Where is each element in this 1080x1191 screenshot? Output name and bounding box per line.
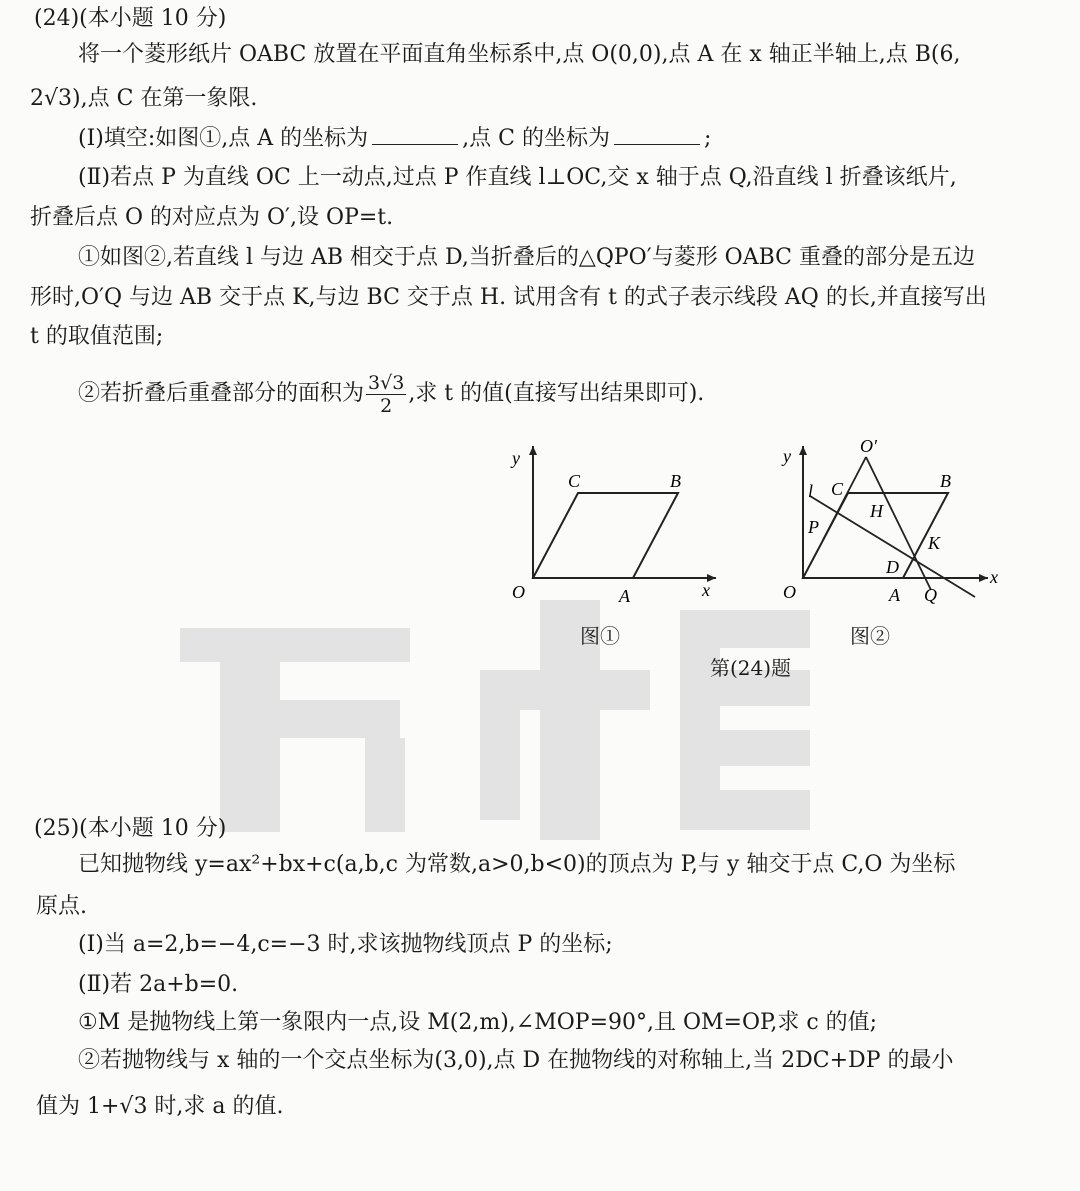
- fig1-label-B: B: [670, 471, 681, 491]
- fig2-label-P: P: [808, 517, 819, 537]
- q24-part2-line1: (Ⅱ)若点 P 为直线 OC 上一动点,过点 P 作直线 l⊥OC,交 x 轴于点 Q,沿直线 l 折叠该纸片,: [78, 165, 957, 190]
- q24-header: (24)(本小题 10 分): [34, 6, 227, 31]
- fig2-label-O: O: [783, 582, 796, 602]
- fig2-label-Q: Q: [924, 585, 937, 605]
- watermark-logo: [180, 600, 820, 840]
- fig2-label-y: y: [783, 446, 791, 466]
- q24-part1-text-c: ;: [703, 126, 712, 151]
- q24-sub2-text-b: ,求 t 的值(直接写出结果即可).: [408, 381, 705, 406]
- fraction-denominator: 2: [380, 394, 393, 417]
- q25-part1: (Ⅰ)当 a=2,b=−4,c=−3 时,求该抛物线顶点 P 的坐标;: [78, 932, 613, 957]
- answer-blank-a[interactable]: [372, 124, 458, 145]
- q25-header: (25)(本小题 10 分): [34, 816, 227, 841]
- fig2-label-A: A: [889, 585, 900, 605]
- fig2-label-H: H: [870, 501, 883, 521]
- q24-sub1-line3: t 的取值范围;: [30, 324, 164, 349]
- q25-sub1: ①M 是抛物线上第一象限内一点,设 M(2,m),∠MOP=90°,且 OM=OP,求 c 的值;: [78, 1010, 878, 1035]
- fig2-label-B: B: [940, 471, 951, 491]
- figure-2-diagram: [775, 433, 1005, 613]
- fig1-label-x: x: [702, 580, 710, 600]
- fig1-caption: 图①: [580, 624, 620, 648]
- fig2-label-K: K: [928, 533, 941, 553]
- fig2-label-C: C: [831, 479, 844, 499]
- q25-sub2-line1: ②若抛物线与 x 轴的一个交点坐标为(3,0),点 D 在抛物线的对称轴上,当 2DC+DP 的最小: [78, 1048, 954, 1073]
- q24-part1-text-b: ,点 C 的坐标为: [462, 126, 610, 151]
- q24-sub1-line2: 形时,O′Q 与边 AB 交于点 K,与边 BC 交于点 H. 试用含有 t 的式子表示线段 AQ 的长,并直接写出: [30, 285, 987, 310]
- q24-sub2: [78, 364, 704, 424]
- q24-line1: 将一个菱形纸片 OABC 放置在平面直角坐标系中,点 O(0,0),点 A 在 x 轴正半轴上,点 B(6,: [78, 42, 961, 67]
- q25-line2: 原点.: [36, 894, 87, 919]
- answer-blank-c[interactable]: [614, 124, 700, 145]
- q25-line1: 已知抛物线 y=ax²+bx+c(a,b,c 为常数,a>0,b<0)的顶点为 P,与 y 轴交于点 C,O 为坐标: [78, 852, 956, 877]
- fig2-label-l: l: [808, 481, 814, 501]
- q25-sub2-line2: 值为 1+√3 时,求 a 的值.: [36, 1094, 284, 1119]
- figure-1-diagram: [500, 440, 730, 610]
- fig1-label-A: A: [619, 586, 630, 606]
- q24-line2: 2√3),点 C 在第一象限.: [30, 86, 258, 111]
- q24-part1: [78, 124, 711, 154]
- q24-part1-text-a: (Ⅰ)填空:如图①,点 A 的坐标为: [78, 126, 369, 151]
- fraction-numerator: 3√3: [368, 371, 405, 394]
- fig2-label-x: x: [990, 567, 998, 587]
- fig1-label-O: O: [512, 582, 525, 602]
- fig2-caption: 图②: [850, 624, 890, 648]
- q25-part2: (Ⅱ)若 2a+b=0.: [78, 972, 239, 997]
- fig2-label-D: D: [886, 557, 899, 577]
- area-fraction: [366, 372, 406, 417]
- q24-sub1-line1: ①如图②,若直线 l 与边 AB 相交于点 D,当折叠后的△QPO′与菱形 OABC 重叠的部分是五边: [78, 245, 976, 270]
- fig1-label-y: y: [512, 448, 520, 468]
- fig2-label-O-prime: O′: [860, 436, 877, 456]
- figure-caption: 第(24)题: [710, 656, 792, 680]
- fig1-label-C: C: [568, 471, 581, 491]
- q24-sub2-text-a: ②若折叠后重叠部分的面积为: [78, 381, 365, 406]
- q24-part2-line2: 折叠后点 O 的对应点为 O′,设 OP=t.: [30, 205, 394, 230]
